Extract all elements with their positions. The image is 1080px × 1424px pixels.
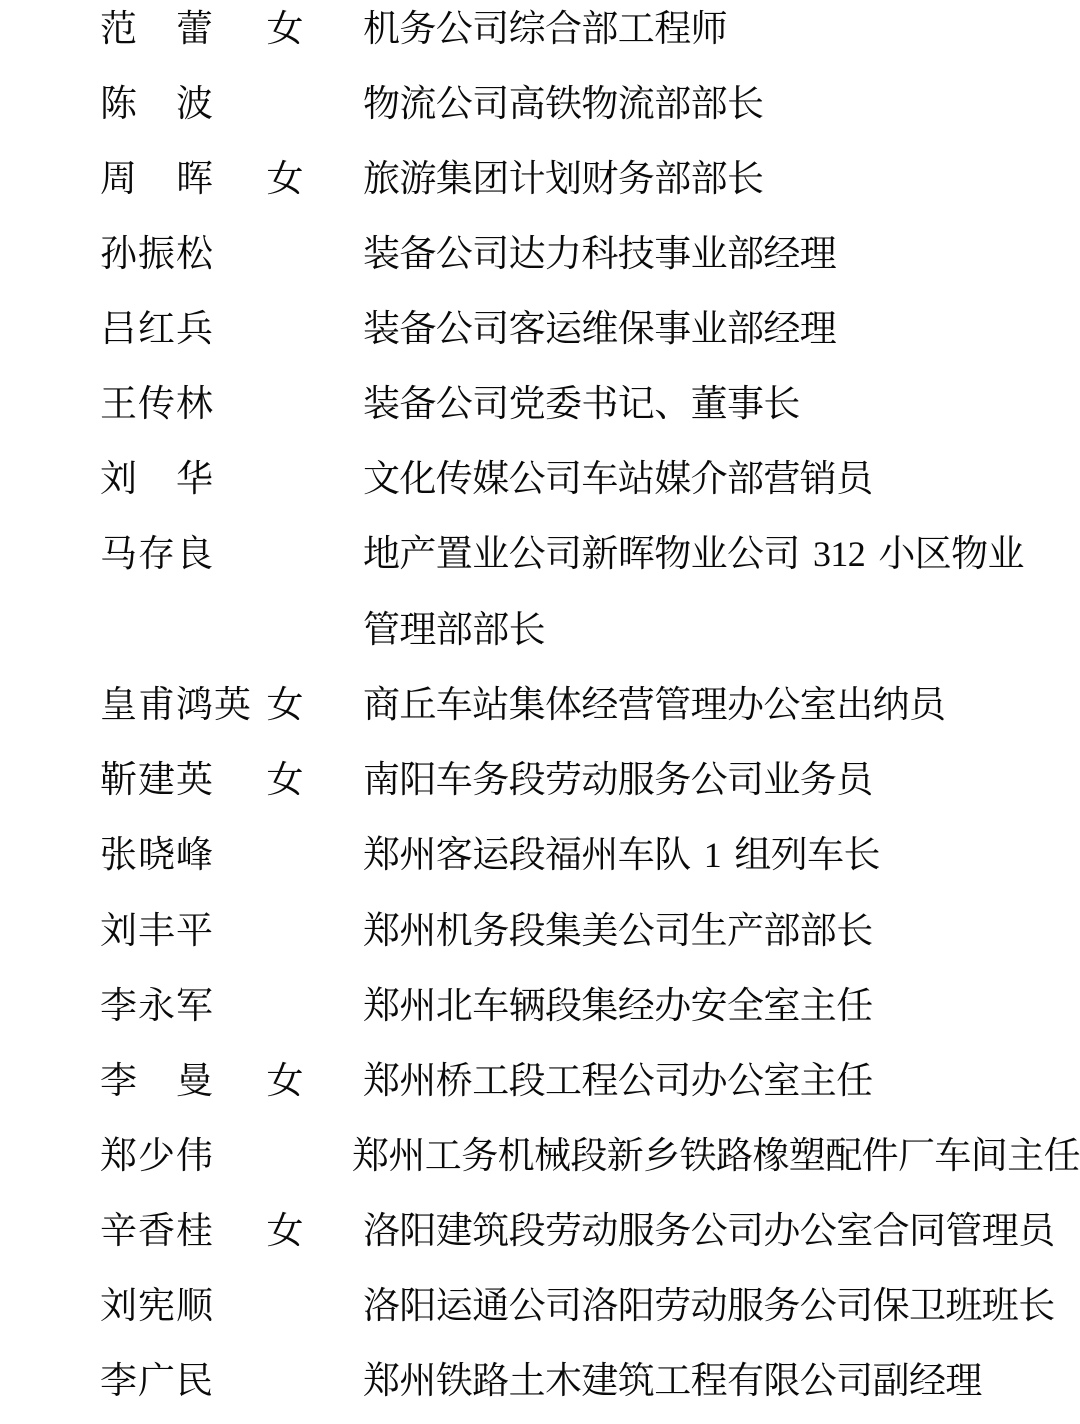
roster-row [0, 516, 1080, 667]
person-position [363, 968, 1080, 1043]
person-position [363, 0, 1080, 66]
person-position [363, 1043, 1080, 1118]
person-name: 陈 波 [100, 82, 214, 125]
person-name: 周 晖 [100, 157, 214, 200]
roster-row [0, 441, 1080, 516]
person-position [352, 1118, 1080, 1193]
position-line: 郑州桥工段工程公司办公室主任 [363, 1059, 873, 1102]
roster-row [0, 66, 1080, 141]
person-name: 刘宪顺 [100, 1284, 214, 1327]
roster-row [0, 291, 1080, 366]
person-name: 李广民 [100, 1359, 214, 1402]
person-name: 马存良 [100, 532, 214, 575]
roster-row [0, 893, 1080, 968]
position-line: 机务公司综合部工程师 [363, 7, 727, 50]
position-line: 地产置业公司新晖物业公司 312 小区物业 [363, 532, 1024, 575]
person-position [363, 893, 1080, 968]
position-line: 旅游集团计划财务部部长 [363, 157, 764, 200]
person-position [363, 441, 1080, 516]
position-line: 装备公司达力科技事业部经理 [363, 232, 837, 275]
person-name: 靳建英 [100, 758, 214, 801]
person-name: 辛香桂 [100, 1209, 214, 1252]
person-name: 吕红兵 [100, 307, 214, 350]
position-line: 洛阳建筑段劳动服务公司办公室合同管理员 [363, 1209, 1055, 1252]
roster-row [0, 141, 1080, 216]
person-name: 皇甫鸿英 [100, 683, 252, 726]
position-line: 商丘车站集体经营管理办公室出纳员 [363, 683, 946, 726]
roster-row [0, 968, 1080, 1043]
numeric-text: 1 [703, 835, 722, 875]
person-gender: 女 [266, 1059, 304, 1102]
person-position [363, 1193, 1080, 1268]
person-gender: 女 [266, 1209, 304, 1252]
roster-row [0, 1043, 1080, 1118]
person-name: 张晓峰 [100, 833, 214, 876]
person-position [363, 1268, 1080, 1343]
position-line: 郑州铁路土木建筑工程有限公司副经理 [363, 1359, 982, 1402]
person-position [363, 817, 1080, 893]
person-position [363, 366, 1080, 441]
person-position [363, 291, 1080, 366]
person-gender: 女 [266, 7, 304, 50]
position-line: 洛阳运通公司洛阳劳动服务公司保卫班班长 [363, 1284, 1055, 1327]
person-name: 王传林 [100, 382, 214, 425]
person-position [363, 216, 1080, 291]
roster-row [0, 1118, 1080, 1193]
person-position [363, 742, 1080, 817]
roster-row [0, 1268, 1080, 1343]
roster-row [0, 817, 1080, 893]
person-position [363, 141, 1080, 216]
person-name: 李永军 [100, 984, 214, 1027]
position-line: 物流公司高铁物流部部长 [363, 82, 764, 125]
person-name: 李 曼 [100, 1059, 214, 1102]
roster-row [0, 667, 1080, 742]
roster-row [0, 216, 1080, 291]
person-name: 刘 华 [100, 457, 214, 500]
position-line: 南阳车务段劳动服务公司业务员 [363, 758, 873, 801]
position-line: 文化传媒公司车站媒介部营销员 [363, 457, 873, 500]
roster-row [0, 1193, 1080, 1268]
numeric-text: 312 [812, 534, 866, 574]
person-name: 郑少伟 [100, 1134, 214, 1177]
person-gender: 女 [266, 758, 304, 801]
person-name: 刘丰平 [100, 909, 214, 952]
position-line: 郑州机务段集美公司生产部部长 [363, 909, 873, 952]
position-line: 郑州北车辆段集经办安全室主任 [363, 984, 873, 1027]
position-line: 装备公司党委书记、董事长 [363, 382, 800, 425]
person-gender: 女 [266, 157, 304, 200]
person-position [363, 667, 1080, 742]
person-position [363, 516, 1080, 667]
roster-row [0, 366, 1080, 441]
person-position [363, 1343, 1080, 1418]
position-line: 装备公司客运维保事业部经理 [363, 307, 837, 350]
person-name: 范 蕾 [100, 7, 214, 50]
roster-row [0, 1343, 1080, 1418]
roster-row [0, 0, 1080, 66]
roster-row [0, 742, 1080, 817]
person-name: 孙振松 [100, 232, 214, 275]
position-line: 郑州客运段福州车队 1 组列车长 [363, 833, 880, 876]
person-gender: 女 [266, 683, 304, 726]
person-position [363, 66, 1080, 141]
position-line: 管理部部长 [363, 608, 545, 651]
position-line: 郑州工务机械段新乡铁路橡塑配件厂车间主任 [352, 1134, 1080, 1177]
